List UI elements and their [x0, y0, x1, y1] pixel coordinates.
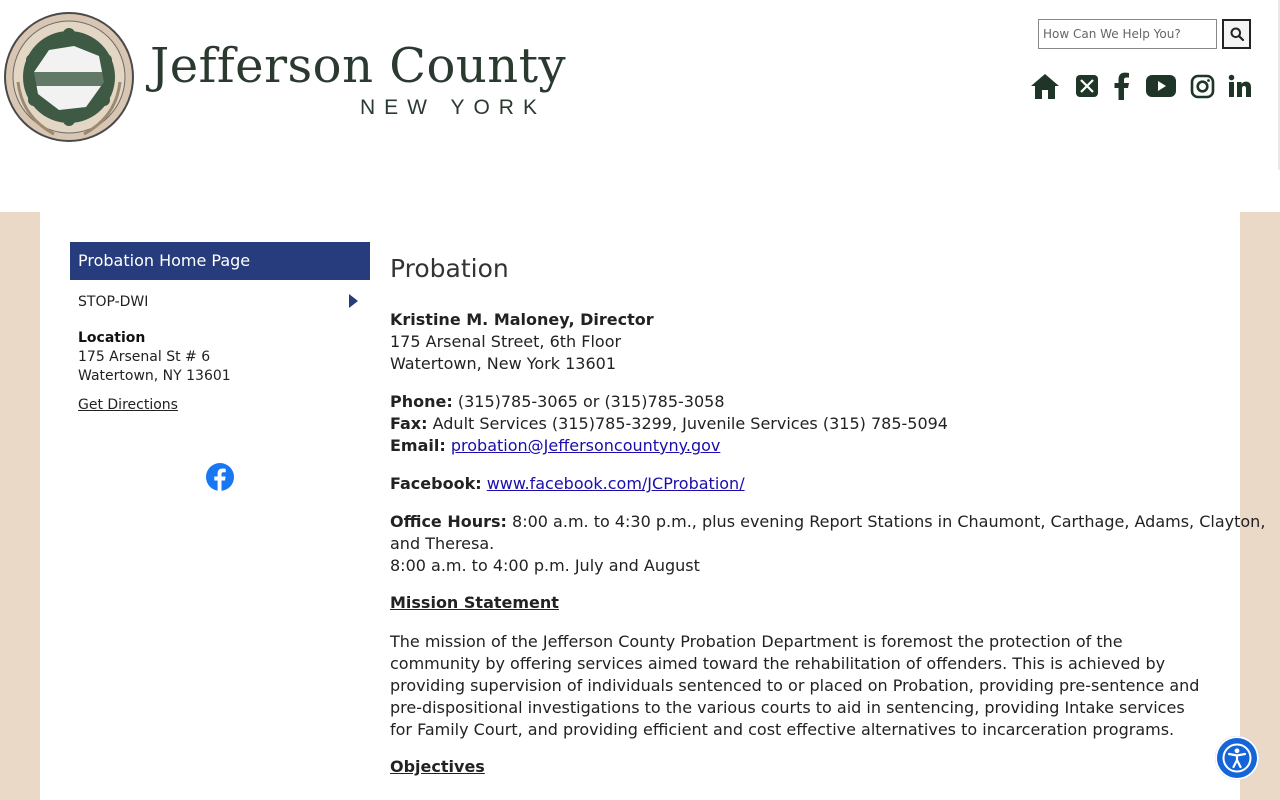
- mission-statement-text: The mission of the Jefferson County Probation Department is foremost the protection of the community by offering services aimed toward the rehabilitation of offenders. This is achieved by providing supervision of individuals sentenced to or placed on Probation, providing pre-sentence and pre-dispositional investigations to the various courts to aid in sentencing, providing Intake services for Family Court, and providing efficient and cost effective alternatives to incarceration programs.: [390, 632, 1200, 739]
- address-line2: Watertown, New York 13601: [390, 354, 617, 373]
- phone-row: [390, 391, 725, 413]
- get-directions-link[interactable]: Get Directions: [78, 397, 178, 413]
- fax-label: Fax:: [390, 414, 428, 433]
- facebook-page-link[interactable]: www.facebook.com/JCProbation/: [486, 474, 745, 493]
- youtube-link[interactable]: [1145, 70, 1177, 102]
- email-row: [390, 435, 720, 457]
- office-hours-line2: and Theresa.: [390, 534, 495, 553]
- mission-statement-heading: Mission Statement: [390, 593, 559, 612]
- objectives-heading: Objectives: [390, 757, 485, 776]
- county-seal-logo[interactable]: [4, 12, 134, 142]
- facebook-round-icon[interactable]: [206, 463, 234, 491]
- office-hours-line3: 8:00 a.m. to 4:00 p.m. July and August: [390, 556, 700, 575]
- accessibility-icon: [1222, 743, 1252, 773]
- site-subtitle: NEW YORK: [360, 96, 546, 119]
- home-link[interactable]: [1029, 70, 1061, 102]
- phone-label: Phone:: [390, 392, 453, 411]
- linkedin-icon: [1228, 74, 1252, 98]
- linkedin-link[interactable]: [1226, 70, 1254, 102]
- facebook-icon: [1114, 72, 1130, 100]
- instagram-link[interactable]: [1188, 70, 1216, 102]
- search-icon: [1230, 27, 1244, 41]
- search-button[interactable]: [1222, 19, 1251, 49]
- phone-value: (315)785-3065 or (315)785-3058: [457, 392, 725, 411]
- email-label: Email:: [390, 436, 446, 455]
- facebook-row: [390, 473, 745, 495]
- sidebar-heading-probation-home[interactable]: Probation Home Page: [70, 242, 370, 280]
- site-header: [0, 0, 1280, 212]
- x-twitter-link[interactable]: [1074, 70, 1100, 102]
- location-address-line2: Watertown, NY 13601: [78, 368, 231, 384]
- page-title: Probation: [390, 254, 509, 283]
- facebook-label: Facebook:: [390, 474, 482, 493]
- youtube-icon: [1146, 75, 1176, 97]
- fax-value: Adult Services (315)785-3299, Juvenile Services (315) 785-5094: [432, 414, 948, 433]
- location-address-line1: 175 Arsenal St # 6: [78, 349, 211, 365]
- facebook-link[interactable]: [1112, 70, 1132, 102]
- fax-row: [390, 413, 948, 435]
- search-input[interactable]: [1038, 19, 1217, 49]
- address-line1: 175 Arsenal Street, 6th Floor: [390, 332, 622, 351]
- office-hours-line1: 8:00 a.m. to 4:30 p.m., plus evening Report Stations in Chaumont, Carthage, Adams, Clayton,: [512, 512, 1266, 531]
- office-hours-row: [390, 511, 1265, 533]
- caret-right-icon[interactable]: [349, 294, 358, 308]
- site-title[interactable]: Jefferson County: [150, 38, 567, 94]
- instagram-icon: [1190, 74, 1215, 99]
- x-twitter-icon: [1075, 74, 1099, 98]
- home-icon: [1030, 72, 1060, 100]
- office-hours-label: Office Hours:: [390, 512, 507, 531]
- sidebar-item-stop-dwi[interactable]: STOP-DWI: [78, 294, 149, 310]
- email-link[interactable]: probation@Jeffersoncountyny.gov: [450, 436, 721, 455]
- location-label: Location: [78, 330, 146, 346]
- director-name: Kristine M. Maloney, Director: [390, 310, 654, 329]
- accessibility-button[interactable]: [1215, 736, 1259, 780]
